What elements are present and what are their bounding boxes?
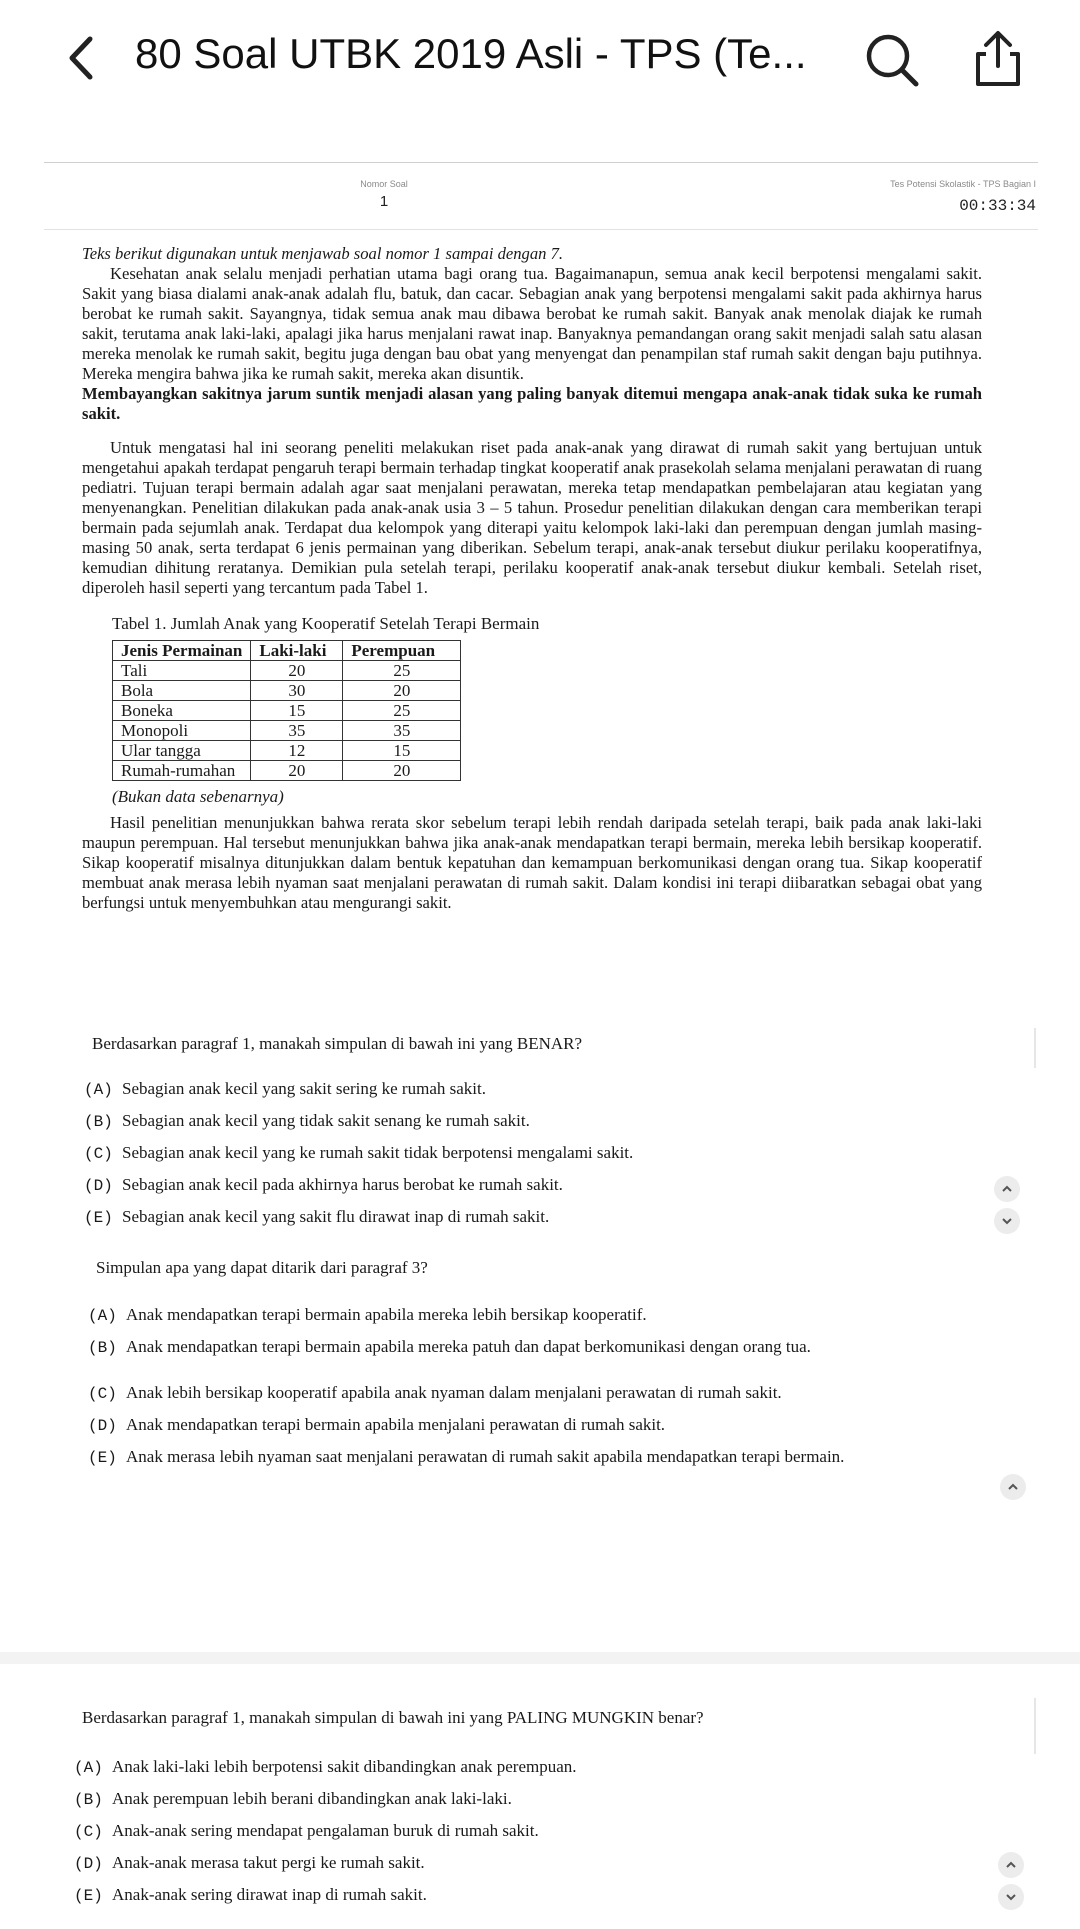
paragraph-1: Kesehatan anak selalu menjadi perhatian utama bagi orang tua. Bagaimanapun, semua anak kecil berpotensi mengalami sakit. Sakit yang biasa dialami anak-anak adalah flu, batuk, dan cacar. Sebagian anak yang berpotensi mengalami sakit pada akhirnya harus berobat ke rumah sakit. Sayangnya, tidak semua anak mau dibawa berobat ke rumah sakit. Banyak anak menolak diajak ke rumah sakit, terutama anak laki-laki, apalagi jika harus menjalani rawat inap. Banyaknya pemandangan orang sakit menjadi salah satu alasan mereka menolak ke rumah sakit, begitu juga dengan bau obat yang menyengat dan penampilan staf rumah sakit dengan baju putihnya. Mereka mengira bahwa jika ke rumah sakit, mereka akan disuntik. [82,264,982,383]
table-cell: Monopoli [113,721,251,741]
table-cell: 35 [251,721,343,741]
option-label: (B) [74,1791,103,1809]
passage-intro: Teks berikut digunakan untuk menjawab soal nomor 1 sampai dengan 7. [82,244,564,263]
question-number: 1 [379,193,389,210]
column-header: Jenis Permainan [113,641,251,661]
answer-option-e[interactable] [74,1884,974,1907]
answer-option-c[interactable] [88,1382,988,1405]
answer-option-b[interactable] [74,1788,974,1811]
option-label: (C) [84,1145,113,1163]
column-header: Laki-laki [251,641,343,661]
paragraph-1-bold: Membayangkan sakitnya jarum suntik menjadi alasan yang paling banyak ditemui mengapa anak-anak tidak suka ke rumah sakit. [82,384,982,423]
table-caption: Tabel 1. Jumlah Anak yang Kooperatif Setelah Terapi Bermain [112,614,540,633]
table-row [113,721,461,741]
option-label: (A) [88,1307,117,1325]
table-cell: Ular tangga [113,741,251,761]
table-cell: Boneka [113,701,251,721]
option-label: (D) [88,1417,117,1435]
option-text: Anak-anak merasa takut pergi ke rumah sakit. [112,1853,425,1872]
option-text: Sebagian anak kecil yang ke rumah sakit tidak berpotensi mengalami sakit. [122,1143,634,1162]
option-label: (A) [74,1759,103,1777]
option-text: Anak-anak sering mendapat pengalaman buruk di rumah sakit. [112,1821,539,1840]
scroll-up-button[interactable] [998,1852,1024,1878]
data-table [112,640,461,781]
table-cell: 30 [251,681,343,701]
table-cell: 20 [251,661,343,681]
chevron-down-icon [1005,1891,1017,1903]
table-row [113,761,461,781]
table-cell: 25 [343,701,461,721]
table-row [113,661,461,681]
table-cell: 25 [343,661,461,681]
table-header-row [113,641,461,661]
answer-option-b[interactable] [88,1336,988,1359]
table-cell: Bola [113,681,251,701]
paragraph-3: Hasil penelitian menunjukkan bahwa rerata skor sebelum terapi lebih rendah daripada setelah terapi, baik pada anak laki-laki maupun perempuan. Hal tersebut menunjukkan bahwa jika anak-anak mendapatkan terapi bermain, mereka lebih bersikap kooperatif. Sikap kooperatif misalnya ditunjukkan dalam bentuk kepatuhan dan kemampuan berkomunikasi dengan orang tua. Sikap kooperatif membuat anak merasa lebih nyaman saat menjalani perawatan di rumah sakit. Dalam kondisi ini terapi diibaratkan sebagai obat yang berfungsi untuk menyembuhkan atau mengurangi sakit. [82,813,982,912]
scroll-up-button[interactable] [1000,1474,1026,1500]
option-text: Anak mendapatkan terapi bermain apabila mereka patuh dan dapat berkomunikasi dengan orang tua. [126,1337,811,1356]
answer-option-d[interactable] [84,1174,984,1197]
answer-option-d[interactable] [74,1852,974,1875]
option-label: (C) [74,1823,103,1841]
table-cell: Rumah-rumahan [113,761,251,781]
answer-option-c[interactable] [84,1142,984,1165]
option-text: Anak laki-laki lebih berpotensi sakit dibandingkan anak perempuan. [112,1757,577,1776]
option-label: (E) [88,1449,117,1467]
table-row [113,741,461,761]
answer-option-e[interactable] [88,1446,988,1469]
option-label: (B) [84,1113,113,1131]
table-cell: 35 [343,721,461,741]
share-button[interactable] [968,28,1028,90]
answer-option-a[interactable] [74,1756,974,1779]
option-label: (D) [84,1177,113,1195]
question-block-3 [44,1698,1038,1918]
option-text: Anak merasa lebih nyaman saat menjalani perawatan di rumah sakit apabila mendapatkan terapi bermain. [126,1447,845,1466]
scroll-down-button[interactable] [994,1208,1020,1234]
option-text: Sebagian anak kecil yang sakit flu dirawat inap di rumah sakit. [122,1207,550,1226]
option-text: Anak mendapatkan terapi bermain apabila menjalani perawatan di rumah sakit. [126,1415,666,1434]
question-text: Berdasarkan paragraf 1, manakah simpulan di bawah ini yang BENAR? [92,1034,583,1053]
chevron-down-icon [1001,1215,1013,1227]
back-button[interactable] [56,28,106,88]
search-icon [862,30,922,90]
option-label: (D) [74,1855,103,1873]
option-label: (C) [88,1385,117,1403]
document-header [44,162,1038,230]
table-cell: 20 [343,761,461,781]
page-title: 80 Soal UTBK 2019 Asli - TPS (Te... [135,30,807,77]
column-header: Perempuan [343,641,461,661]
chevron-up-icon [1007,1481,1019,1493]
table-row [113,681,461,701]
question-text: Berdasarkan paragraf 1, manakah simpulan di bawah ini yang PALING MUNGKIN benar? [82,1708,704,1727]
chevron-up-icon [1001,1183,1013,1195]
question-number-label: Nomor Soal [360,179,408,189]
option-label: (E) [84,1209,113,1227]
option-text: Anak lebih bersikap kooperatif apabila anak nyaman dalam menjalani perawatan di rumah sakit. [126,1383,782,1402]
table-cell: 15 [343,741,461,761]
table-cell: 20 [343,681,461,701]
question-block-1 [44,1022,1038,1232]
countdown-timer: 00:33:34 [959,197,1036,215]
question-block-2 [44,1252,1038,1502]
option-text: Sebagian anak kecil yang tidak sakit senang ke rumah sakit. [122,1111,530,1130]
option-text: Anak perempuan lebih berani dibandingkan anak laki-laki. [112,1789,512,1808]
chevron-up-icon [1005,1859,1017,1871]
scroll-down-button[interactable] [998,1884,1024,1910]
option-text: Anak mendapatkan terapi bermain apabila mereka lebih bersikap kooperatif. [126,1305,647,1324]
table-note: (Bukan data sebenarnya) [112,787,284,806]
answer-option-b[interactable] [84,1110,984,1133]
search-button[interactable] [862,30,922,90]
scroll-up-button[interactable] [994,1176,1020,1202]
chevron-left-icon [66,35,96,81]
option-label: (E) [74,1887,103,1905]
app-bar [0,0,1080,120]
option-text: Anak-anak sering dirawat inap di rumah sakit. [112,1885,427,1904]
table-cell: 12 [251,741,343,761]
answer-option-a[interactable] [88,1304,988,1327]
question-document [44,162,1038,913]
table-cell: 15 [251,701,343,721]
answer-option-d[interactable] [88,1414,988,1437]
option-text: Sebagian anak kecil pada akhirnya harus berobat ke rumah sakit. [122,1175,563,1194]
table-cell: 20 [251,761,343,781]
test-section-label: Tes Potensi Skolastik - TPS Bagian I [890,179,1036,189]
table-cell: Tali [113,661,251,681]
table-row [113,701,461,721]
question-text: Simpulan apa yang dapat ditarik dari paragraf 3? [96,1258,428,1277]
answer-option-c[interactable] [74,1820,974,1843]
reading-passage [44,230,1038,913]
option-text: Sebagian anak kecil yang sakit sering ke rumah sakit. [122,1079,486,1098]
answer-option-a[interactable] [84,1078,984,1101]
option-label: (B) [88,1339,117,1357]
page-divider [0,1652,1080,1664]
paragraph-2: Untuk mengatasi hal ini seorang peneliti melakukan riset pada anak-anak yang dirawat di rumah sakit yang bertujuan untuk mengetahui apakah terdapat pengaruh terapi bermain terhadap tingkat kooperatif anak prasekolah selama menjalani perawatan di ruang pediatri. Tujuan terapi bermain adalah agar saat menjalani perawatan, mereka tetap mendapatkan pembelajaran atau kegiatan yang menyenangkan. Penelitian dilakukan pada anak-anak usia 3 – 5 tahun. Prosedur penelitian dilakukan dengan cara memberikan terapi bermain pada sejumlah anak. Terdapat dua kelompok yang diterapi yaitu kelompok laki-laki dan perempuan dengan jumlah masing-masing 50 anak, serta terdapat 6 jenis permainan yang diberikan. Sebelum terapi, anak-anak tersebut diukur perilaku kooperatifnya, kemudian dihitung reratanya. Demikian pula setelah terapi, perilaku kooperatif anak-anak tersebut diukur kembali. Setelah riset, diperoleh hasil seperti yang tercantum pada Tabel 1. [82,438,982,597]
share-icon [968,28,1028,90]
answer-option-e[interactable] [84,1206,984,1229]
option-label: (A) [84,1081,113,1099]
